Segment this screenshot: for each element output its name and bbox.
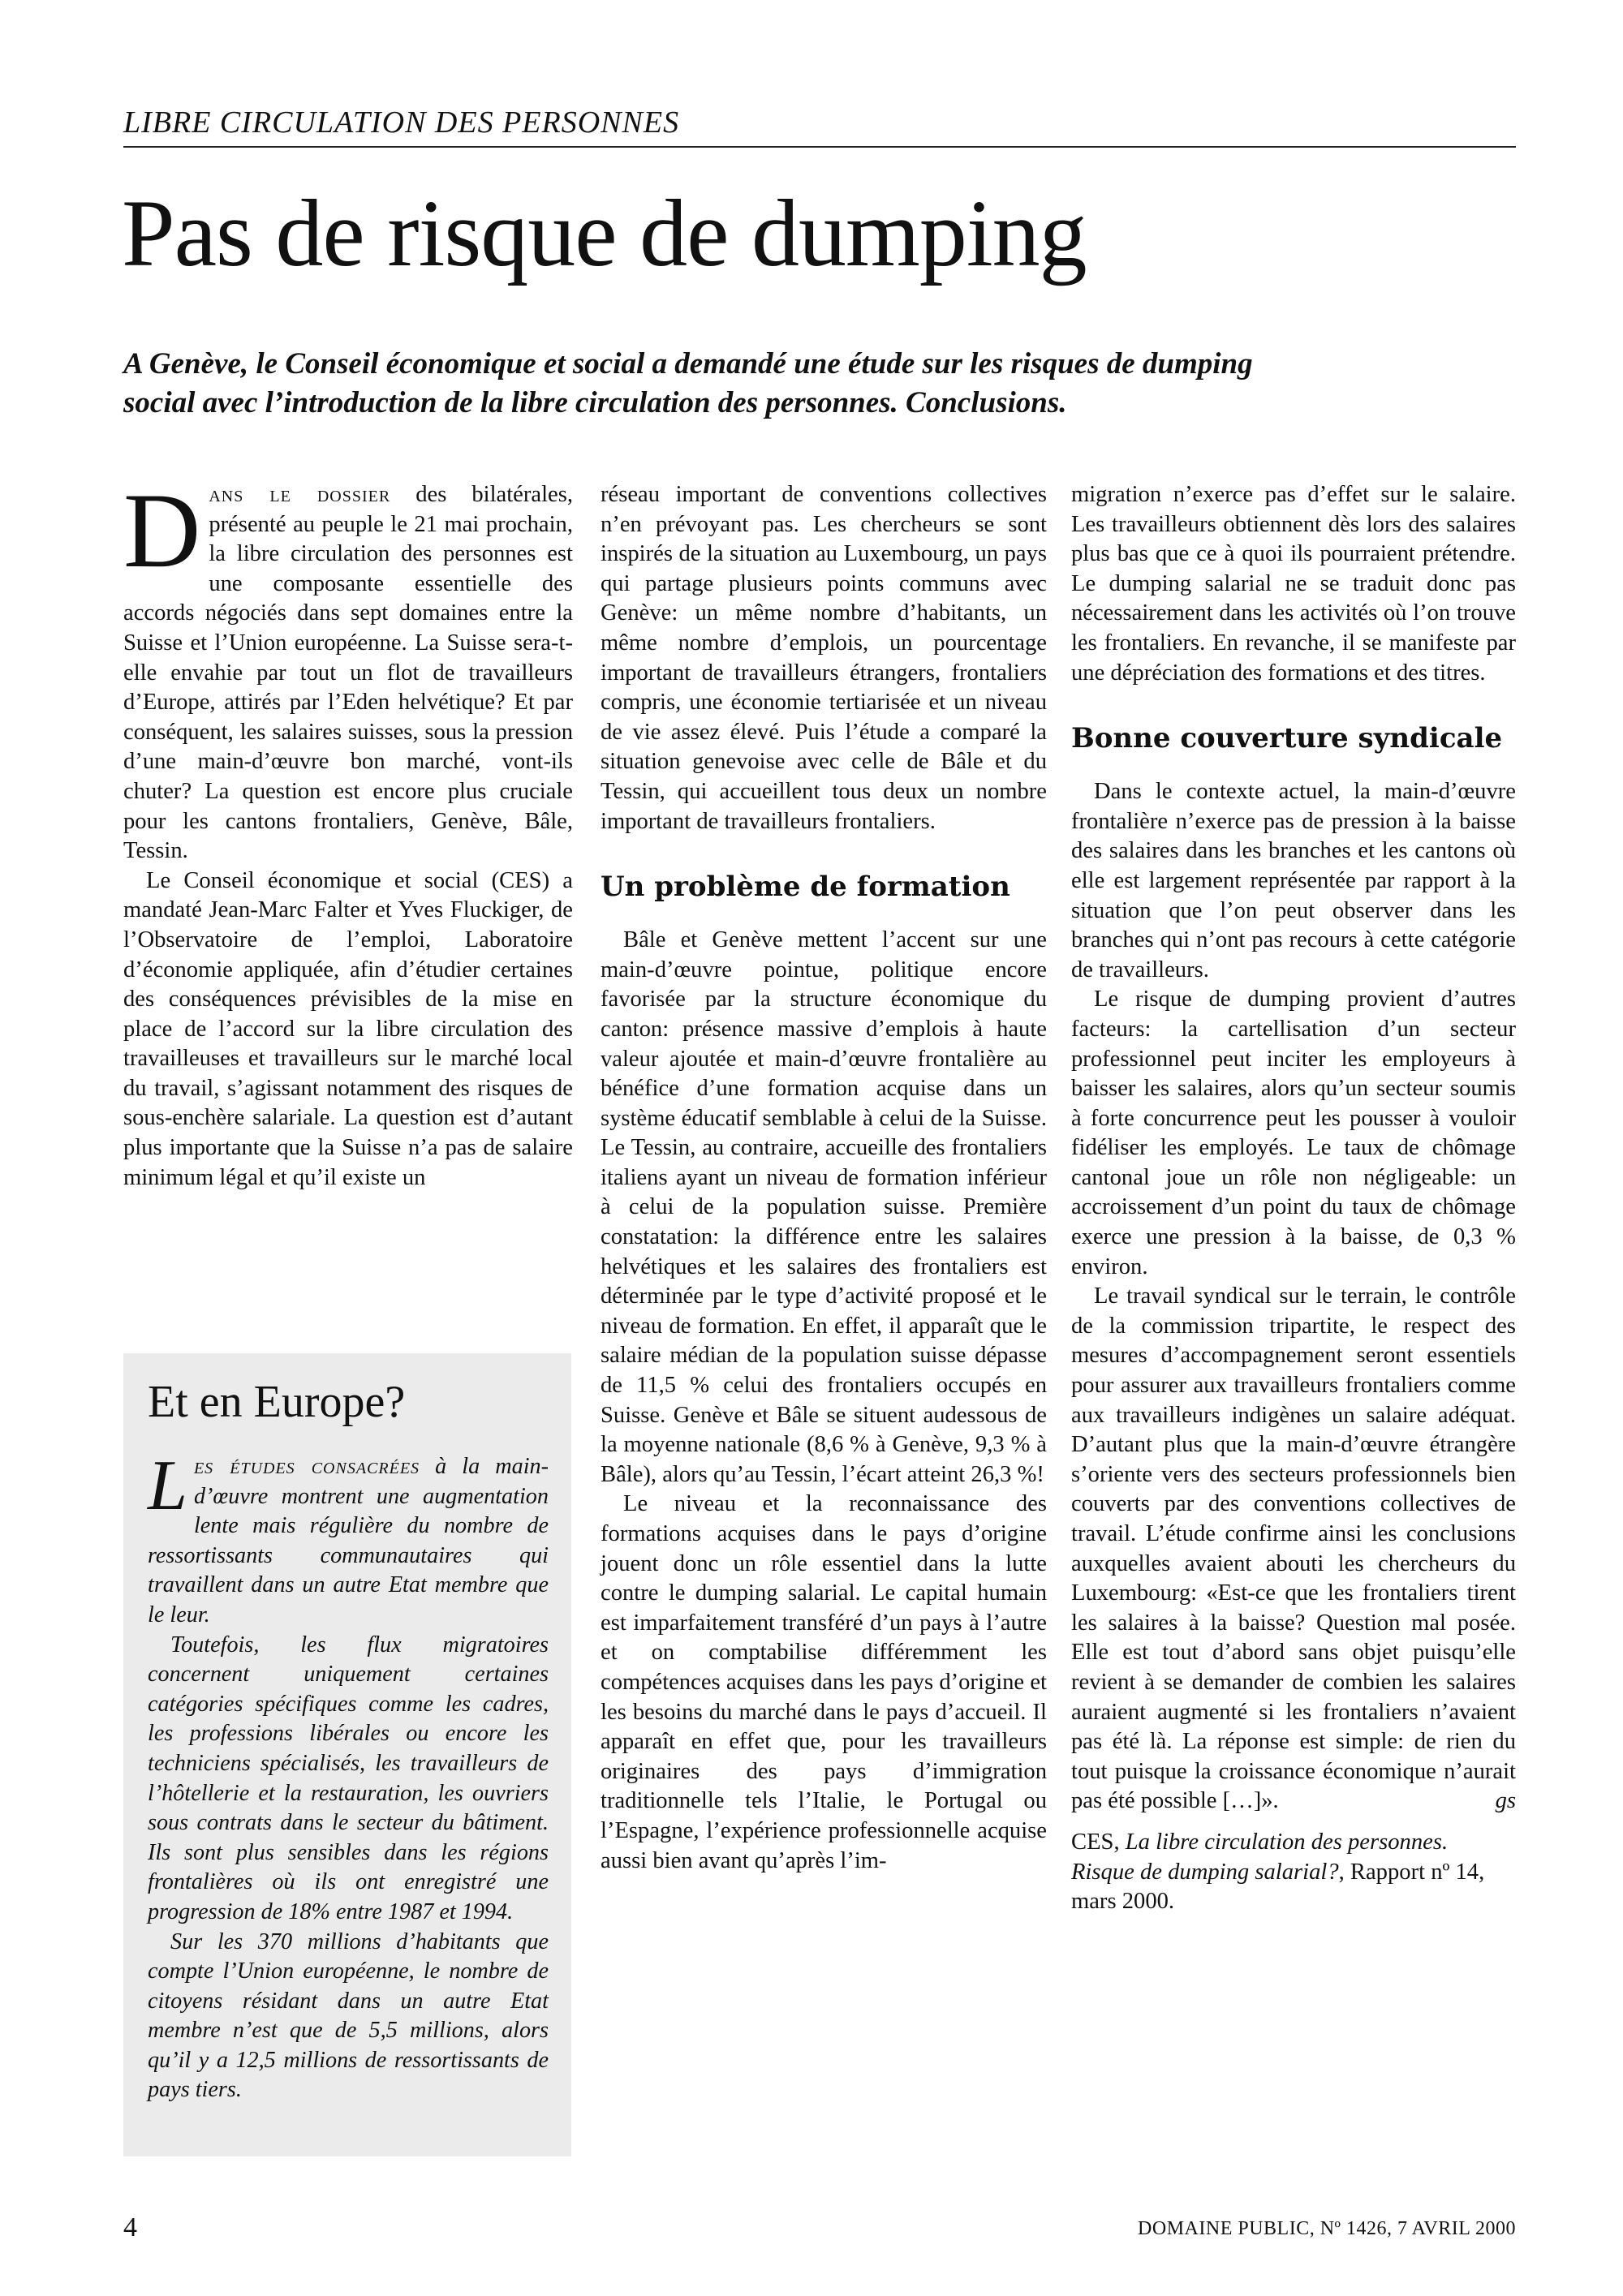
drop-cap: L <box>148 1447 187 1525</box>
drop-cap: D <box>123 471 201 590</box>
issue-info: DOMAINE PUBLIC, Nº 1426, 7 AVRIL 2000 <box>1138 2218 1516 2239</box>
paragraph: migration n’exerce pas d’effet sur le salaire. Les travailleurs obtiennent dès lors des salaires plus bas que ce à quoi ils pourraient prétendre. Le dumping salarial ne se traduit donc pas nécessairement dans les activités où l’on trouve les frontaliers. En revanche, il se manifeste par une dépréciation des formations et des titres. <box>1071 482 1516 686</box>
paragraph-text: des bilatérales, présenté au peuple le 21 mai prochain, la libre circulation des personnes est une composante essentielle des accords négociés dans sept domaines entre la Suisse et l’Union européenne. La Suisse sera-t-elle envahie par tout un flot de travailleurs d’Europe, attirés par l’Eden helvétique? Et par conséquent, les salaires suisses, sous la pression d’une main-d’œuvre bon marché, vont-ils chuter? La question est encore plus cruciale pour les cantons frontaliers, Genève, Bâle, Tessin. <box>123 482 573 864</box>
opening-small-caps: ans le dossier <box>209 482 391 507</box>
paragraph <box>1071 1282 1516 1817</box>
sidebar-paragraph <box>148 1447 549 1631</box>
sidebar-box <box>123 1353 571 2156</box>
reference-suffix: , Rapport nº 14, mars 2000. <box>1071 1859 1485 1915</box>
section-rubric: LIBRE CIRCULATION DES PERSONNES <box>123 104 1516 148</box>
reference-prefix: CES, <box>1071 1829 1126 1855</box>
paragraph: réseau important de conventions collectives n’en prévoyant pas. Les chercheurs se sont inspirés de la situation au Luxembourg, un pays qui partage plusieurs points communs avec Genève: un même nombre d’habitants, un même nombre d’emplois, un pourcentage important de travailleurs étrangers, frontaliers compris, une économie tertiarisée et un niveau de vie assez élevé. Puis l’étude a comparé la situation genevoise avec celle de Bâle et du Tessin, qui accueillent tous deux un nombre important de travailleurs frontaliers. <box>601 482 1047 834</box>
author-signature: gs <box>1495 1788 1516 1814</box>
paragraph: Le risque de dumping provient d’autres facteurs: la cartellisation d’un secteur professionnel peut inciter les employeurs à baisser les salaires, alors qu’un secteur soumis à forte concurrence peut les pousser à vouloir fidéliser les employés. Le taux de chômage cantonal joue un rôle non négligeable: un accroissement d’un point du taux de chômage exerce une pression à la baisse, de 0,3 % environ. <box>1071 987 1516 1279</box>
article-title: Pas de risque de dumping <box>122 180 1087 286</box>
paragraph <box>123 471 573 866</box>
paragraph: Le Conseil économique et social (CES) a mandaté Jean-Marc Falter et Yves Fluckiger, de l’Observatoire de l’emploi, Laboratoire d’économie appliquée, afin d’étudier certaines des conséquences prévisibles de la mise en place de l’accord sur la libre circulation des travailleuses et travailleurs sur le marché local du travail, s’agissant notamment des risques de sous-enchère salariale. La question est d’autant plus importante que la Suisse n’a pas de salaire minimum légal et qu’il existe un <box>123 867 573 1190</box>
sidebar-paragraph: Sur les 370 millions d’habitants que compte l’Union européenne, le nombre de citoyens résidant dans un autre Etat membre n’est que de 5,5 millions, alors qu’il y a 12,5 millions de ressortissants de pays tiers. <box>148 1928 549 2103</box>
opening-small-caps: es études consacrées <box>193 1454 420 1479</box>
source-reference <box>1071 1828 1516 1917</box>
sidebar-title: Et en Europe? <box>148 1377 406 1427</box>
paragraph: Le niveau et la reconnaissance des formations acquises dans le pays d’origine jouent donc un rôle essentiel dans la lutte contre le dumping salarial. Le capital humain est imparfaitement transféré d’un pays à l’autre et on comptabilise différemment les compétences acquises dans les pays d’origine et les besoins du marché dans le pays d’accueil. Il apparaît en effet que, pour les travailleurs originaires des pays d’immigration traditionnelle tels l’Italie, le Portugal ou l’Espagne, l’expérience professionnelle acquise aussi bien avant qu’après l’im- <box>601 1491 1047 1873</box>
sidebar-paragraph: Toutefois, les flux migratoires concernent uniquement certaines catégories spécifiques comme les cadres, les professions libérales ou encore les techniciens spécialisés, les travailleurs de l’hôtellerie et la restauration, les ouvriers sous contrats dans le secteur du bâtiment. Ils sont plus sensibles dans les régions frontalières où ils ont enregistré une progression de 18% entre 1987 et 1994. <box>148 1632 549 1924</box>
page-number: 4 <box>123 2212 137 2242</box>
paragraph: Dans le contexte actuel, la main-d’œuvre frontalière n’exerce pas de pression à la baisse des salaires dans les branches et les cantons où elle est largement représentée par rapport à la situation que l’on peut observer dans les branches qui n’ont pas recours à cette catégorie de travailleurs. <box>1071 779 1516 982</box>
paragraph: Bâle et Genève mettent l’accent sur une main-d’œuvre pointue, politique encore favorisée par la structure économique du canton: présence massive d’emplois à haute valeur ajoutée et main-d’œuvre frontalière au bénéfice d’une formation acquise dans un système éducatif semblable à celui de la Suisse. Le Tessin, au contraire, accueille des frontaliers italiens ayant un niveau de formation inférieur à celui de la population suisse. Première constatation: la différence entre les salaires helvétiques et les salaires des frontaliers est déterminée par le type d’activité proposé et le niveau de formation. En effet, il apparaît que le salaire médian de la population suisse dépasse de 11,5 % celui des frontaliers occupés en Suisse. Genève et Bâle se situent audessous de la moyenne nationale (8,6 % à Genève, 9,3 % à Bâle), alors qu’au Tessin, l’écart atteint 26,3 %! <box>601 927 1047 1487</box>
paragraph-text: à la main-d’œuvre montrent une augmentation lente mais régulière du nombre de ressortissants communautaires qui travaillent dans un autre Etat membre que le leur. <box>148 1454 549 1627</box>
reference-title: La libre circulation des personnes. Risque de dumping salarial? <box>1071 1829 1449 1885</box>
subheading: Bonne couverture syndicale <box>1071 722 1503 755</box>
subheading: Un problème de formation <box>601 871 1010 904</box>
column-3 <box>1071 480 1516 1917</box>
paragraph-text: Le travail syndical sur le terrain, le contrôle de la commission tripartite, le respect des mesures d’accompagnement seront essentiels pour assurer aux travailleurs frontaliers comme aux travailleurs indigènes un salaire adéquat. D’autant plus que la main-d’œuvre étrangère s’oriente vers des secteurs professionnels bien couverts par des conventions collectives de travail. L’étude confirme ainsi les conclusions auxquelles avaient abouti les chercheurs du Luxembourg: «Est-ce que les frontaliers tirent les salaires à la baisse? Question mal posée. Elle est tout d’abord sans objet puisqu’elle revient à se demander de combien les salaires auraient augmenté si les frontaliers n’avaient pas été là. La réponse est simple: de rien du tout puisque la croissance économique n’aurait pas été possible […]». <box>1071 1283 1516 1814</box>
column-2 <box>601 480 1047 1876</box>
article-lead: A Genève, le Conseil économique et social a demandé une étude sur les risques de dumping social avec l’introduction de la libre circulation des personnes. Conclusions. <box>123 347 1253 419</box>
column-1 <box>123 471 573 1193</box>
